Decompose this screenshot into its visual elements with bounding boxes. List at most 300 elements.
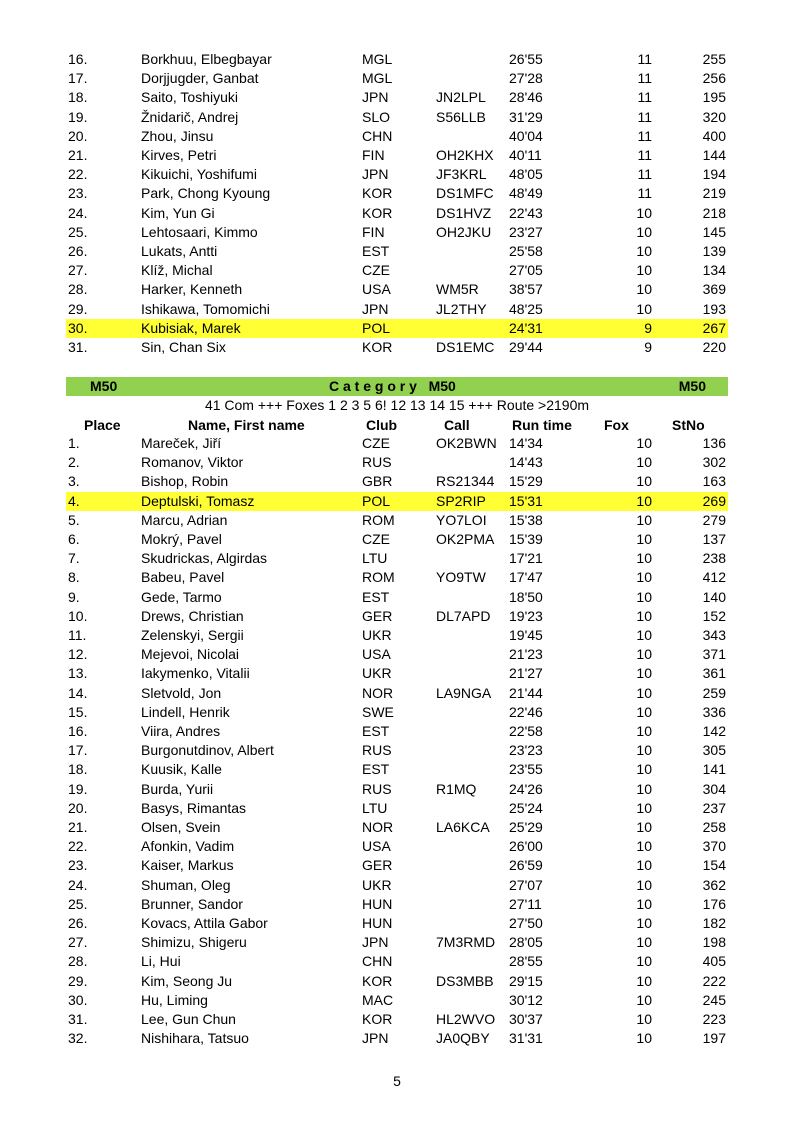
cell-run-time: 29'44 xyxy=(509,339,543,355)
cell-run-time: 48'49 xyxy=(509,185,543,202)
cell-call: OH2KHX xyxy=(436,147,494,163)
cell-run-time: 21'44 xyxy=(509,684,543,701)
cell-club: EST xyxy=(362,243,390,259)
course-info: 41 Com +++ Foxes 1 2 3 5 6! 12 13 14 15 +++ Route >2190m xyxy=(204,397,590,413)
category-left-label: M50 xyxy=(90,378,118,394)
cell-fox: 10 xyxy=(636,953,652,970)
cell-name: Borkhuu, Elbegbayar xyxy=(141,51,272,67)
table-row xyxy=(66,664,728,683)
cell-fox: 10 xyxy=(636,876,652,893)
cell-name: Burgonutdinov, Albert xyxy=(141,742,274,759)
cell-fox: 11 xyxy=(637,127,652,144)
table-row xyxy=(66,626,728,645)
cell-fox: 11 xyxy=(637,51,652,67)
cell-fox: 10 xyxy=(636,607,652,624)
cell-name: Hu, Liming xyxy=(141,991,208,1008)
cell-run-time: 29'15 xyxy=(509,972,543,989)
header-call: Call xyxy=(444,417,470,433)
cell-run-time: 18'50 xyxy=(509,588,543,605)
cell-call: OK2BWN xyxy=(436,435,497,451)
cell-stno: 320 xyxy=(702,108,726,125)
table-row xyxy=(66,760,728,779)
cell-fox: 10 xyxy=(636,1011,652,1027)
table-row xyxy=(66,933,728,952)
cell-run-time: 28'55 xyxy=(509,953,543,970)
cell-place: 18. xyxy=(68,89,88,106)
cell-name: Kikuichi, Yoshifumi xyxy=(141,166,257,183)
cell-place: 30. xyxy=(68,991,88,1008)
cell-fox: 10 xyxy=(636,569,652,586)
cell-run-time: 25'24 xyxy=(509,799,543,816)
cell-fox: 10 xyxy=(636,204,652,221)
cell-call: DS1HVZ xyxy=(436,204,492,221)
cell-fox: 10 xyxy=(636,627,652,643)
cell-stno: 163 xyxy=(702,473,726,490)
cell-name: Mareček, Jiří xyxy=(141,435,222,451)
cell-run-time: 23'23 xyxy=(509,742,543,759)
cell-name: Deptulski, Tomasz xyxy=(141,492,255,509)
cell-club: KOR xyxy=(362,204,393,221)
table-row xyxy=(66,434,728,453)
cell-club: JPN xyxy=(362,1030,389,1047)
cell-name: Drews, Christian xyxy=(141,607,244,624)
cell-stno: 238 xyxy=(702,550,726,567)
cell-stno: 362 xyxy=(702,876,726,893)
cell-stno: 256 xyxy=(702,70,726,87)
cell-club: EST xyxy=(362,723,390,739)
cell-call: JA0QBY xyxy=(436,1030,490,1047)
table-row xyxy=(66,453,728,472)
cell-name: Lindell, Henrik xyxy=(141,703,230,720)
cell-fox: 10 xyxy=(636,972,652,989)
cell-run-time: 22'43 xyxy=(509,204,543,221)
cell-club: FIN xyxy=(362,223,385,240)
cell-club: RUS xyxy=(362,454,392,471)
cell-run-time: 26'55 xyxy=(509,51,543,67)
cell-run-time: 28'05 xyxy=(509,934,543,951)
cell-place: 16. xyxy=(68,723,88,739)
cell-fox: 10 xyxy=(636,281,652,298)
cell-stno: 154 xyxy=(702,857,726,874)
cell-run-time: 40'04 xyxy=(509,127,543,144)
cell-run-time: 21'27 xyxy=(509,665,543,682)
table-row xyxy=(66,280,728,299)
cell-club: JPN xyxy=(362,300,389,317)
cell-place: 28. xyxy=(68,281,88,298)
cell-run-time: 25'29 xyxy=(509,819,543,835)
cell-name: Žnidarič, Andrej xyxy=(141,108,239,125)
cell-name: Dorjjugder, Ganbat xyxy=(141,70,259,87)
cell-club: RUS xyxy=(362,780,392,797)
cell-club: UKR xyxy=(362,627,392,643)
cell-place: 31. xyxy=(68,1011,88,1027)
cell-place: 13. xyxy=(68,665,88,682)
cell-call: DS1EMC xyxy=(436,339,495,355)
cell-stno: 218 xyxy=(702,204,726,221)
cell-name: Burda, Yurii xyxy=(141,780,214,797)
table-row xyxy=(66,991,728,1010)
table-row xyxy=(66,588,728,607)
cell-call: JN2LPL xyxy=(436,89,486,106)
table-row xyxy=(66,88,728,107)
cell-stno: 302 xyxy=(702,454,726,471)
cell-fox: 10 xyxy=(636,665,652,682)
cell-stno: 139 xyxy=(702,243,726,259)
cell-name: Mejevoi, Nicolai xyxy=(141,646,240,663)
cell-name: Kim, Seong Ju xyxy=(141,972,233,989)
table-row xyxy=(66,108,728,127)
cell-stno: 193 xyxy=(702,300,726,317)
cell-call: OH2JKU xyxy=(436,223,492,240)
cell-club: SWE xyxy=(362,703,394,720)
cell-name: Harker, Kenneth xyxy=(141,281,243,298)
cell-call: DL7APD xyxy=(436,607,491,624)
table-row xyxy=(66,204,728,223)
cell-run-time: 27'28 xyxy=(509,70,543,87)
cell-stno: 195 xyxy=(702,89,726,106)
cell-fox: 10 xyxy=(636,1030,652,1047)
table-row xyxy=(66,837,728,856)
cell-name: Gede, Tarmo xyxy=(141,588,222,605)
cell-place: 5. xyxy=(68,511,80,528)
cell-fox: 11 xyxy=(637,70,652,87)
cell-call: WM5R xyxy=(436,281,479,298)
cell-place: 27. xyxy=(68,262,88,279)
cell-fox: 9 xyxy=(644,319,652,336)
cell-stno: 198 xyxy=(702,934,726,951)
cell-place: 9. xyxy=(68,588,80,605)
cell-club: MGL xyxy=(362,51,393,67)
cell-place: 17. xyxy=(68,70,88,87)
cell-run-time: 27'50 xyxy=(509,915,543,931)
cell-call: YO7LOI xyxy=(436,511,487,528)
cell-run-time: 26'00 xyxy=(509,838,543,855)
cell-run-time: 22'58 xyxy=(509,723,543,739)
cell-place: 21. xyxy=(68,819,88,835)
cell-club: KOR xyxy=(362,185,393,202)
cell-run-time: 23'55 xyxy=(509,761,543,778)
cell-fox: 10 xyxy=(636,435,652,451)
cell-stno: 370 xyxy=(702,838,726,855)
cell-place: 32. xyxy=(68,1030,88,1047)
cell-club: CZE xyxy=(362,262,390,279)
cell-club: SLO xyxy=(362,108,391,125)
cell-fox: 10 xyxy=(636,915,652,931)
cell-name: Kirves, Petri xyxy=(141,147,217,163)
table-row xyxy=(66,722,728,741)
cell-fox: 11 xyxy=(637,185,652,202)
table-row xyxy=(66,972,728,991)
cell-club: JPN xyxy=(362,934,389,951)
cell-name: Shuman, Oleg xyxy=(141,876,231,893)
cell-place: 10. xyxy=(68,607,88,624)
cell-place: 7. xyxy=(68,550,80,567)
cell-call: DS3MBB xyxy=(436,972,494,989)
cell-name: Skudrickas, Algirdas xyxy=(141,550,268,567)
cell-stno: 223 xyxy=(702,1011,726,1027)
cell-club: USA xyxy=(362,838,391,855)
cell-place: 20. xyxy=(68,799,88,816)
cell-place: 17. xyxy=(68,742,88,759)
table-row xyxy=(66,223,728,242)
cell-name: Kubisiak, Marek xyxy=(141,319,241,336)
cell-fox: 10 xyxy=(636,742,652,759)
cell-club: HUN xyxy=(362,915,393,931)
cell-fox: 10 xyxy=(636,550,652,567)
cell-fox: 10 xyxy=(636,934,652,951)
cell-stno: 258 xyxy=(702,819,726,835)
cell-name: Kim, Yun Gi xyxy=(141,204,215,221)
cell-name: Zelenskyi, Sergii xyxy=(141,627,244,643)
cell-place: 20. xyxy=(68,127,88,144)
cell-place: 14. xyxy=(68,684,88,701)
cell-fox: 10 xyxy=(636,262,652,279)
cell-run-time: 48'25 xyxy=(509,300,543,317)
table-row-highlighted xyxy=(66,492,728,511)
cell-place: 25. xyxy=(68,895,88,912)
cell-stno: 255 xyxy=(702,51,726,67)
cell-stno: 134 xyxy=(702,262,726,279)
cell-stno: 279 xyxy=(702,511,726,528)
cell-name: Babeu, Pavel xyxy=(141,569,225,586)
cell-fox: 10 xyxy=(636,684,652,701)
table-row xyxy=(66,69,728,88)
table-row xyxy=(66,818,728,837)
table-row xyxy=(66,261,728,280)
table-row xyxy=(66,511,728,530)
cell-place: 21. xyxy=(68,147,88,163)
cell-name: Saito, Toshiyuki xyxy=(141,89,239,106)
cell-name: Park, Chong Kyoung xyxy=(141,185,271,202)
cell-fox: 10 xyxy=(636,243,652,259)
cell-club: EST xyxy=(362,761,390,778)
cell-name: Romanov, Viktor xyxy=(141,454,244,471)
cell-name: Mokrý, Pavel xyxy=(141,531,222,547)
cell-club: ROM xyxy=(362,511,395,528)
cell-stno: 245 xyxy=(702,991,726,1008)
cell-stno: 219 xyxy=(702,185,726,202)
cell-run-time: 15'29 xyxy=(509,473,543,490)
cell-fox: 10 xyxy=(636,761,652,778)
cell-stno: 141 xyxy=(702,761,726,778)
cell-place: 8. xyxy=(68,569,80,586)
cell-run-time: 14'43 xyxy=(509,454,543,471)
category-bar xyxy=(66,377,728,396)
table-row-highlighted xyxy=(66,319,728,338)
cell-club: RUS xyxy=(362,742,392,759)
cell-fox: 10 xyxy=(636,895,652,912)
cell-name: Sin, Chan Six xyxy=(141,339,226,355)
header-fox: Fox xyxy=(604,417,629,433)
table-row xyxy=(66,1029,728,1048)
cell-fox: 10 xyxy=(636,588,652,605)
cell-call: 7M3RMD xyxy=(436,934,496,951)
cell-stno: 176 xyxy=(702,895,726,912)
cell-call: LA9NGA xyxy=(436,684,492,701)
cell-run-time: 15'31 xyxy=(509,492,543,509)
cell-stno: 343 xyxy=(702,627,726,643)
cell-name: Klíž, Michal xyxy=(141,262,213,279)
cell-place: 11. xyxy=(68,627,87,643)
cell-name: Brunner, Sandor xyxy=(141,895,243,912)
cell-fox: 10 xyxy=(636,531,652,547)
cell-place: 28. xyxy=(68,953,88,970)
table-row xyxy=(66,549,728,568)
cell-place: 19. xyxy=(68,108,88,125)
cell-name: Nishihara, Tatsuo xyxy=(141,1030,249,1047)
cell-club: NOR xyxy=(362,684,394,701)
cell-name: Kuusik, Kalle xyxy=(141,761,222,778)
cell-stno: 137 xyxy=(702,531,726,547)
cell-fox: 10 xyxy=(636,819,652,835)
cell-run-time: 48'05 xyxy=(509,166,543,183)
cell-run-time: 23'27 xyxy=(509,223,543,240)
table-row xyxy=(66,876,728,895)
cell-fox: 10 xyxy=(636,991,652,1008)
cell-call: SP2RIP xyxy=(436,492,486,509)
cell-run-time: 17'47 xyxy=(509,569,543,586)
cell-club: GER xyxy=(362,857,393,874)
cell-run-time: 31'29 xyxy=(509,108,543,125)
cell-fox: 10 xyxy=(636,511,652,528)
cell-club: MGL xyxy=(362,70,393,87)
cell-place: 22. xyxy=(68,838,88,855)
table-row xyxy=(66,127,728,146)
cell-run-time: 17'21 xyxy=(509,550,543,567)
cell-run-time: 31'31 xyxy=(509,1030,543,1047)
cell-stno: 145 xyxy=(702,223,726,240)
cell-stno: 140 xyxy=(702,588,726,605)
cell-club: USA xyxy=(362,281,391,298)
table-row xyxy=(66,780,728,799)
cell-place: 26. xyxy=(68,243,88,259)
cell-stno: 405 xyxy=(702,953,726,970)
cell-club: CZE xyxy=(362,435,390,451)
table-header xyxy=(66,416,728,435)
table-row xyxy=(66,146,728,165)
cell-place: 6. xyxy=(68,531,80,547)
table-row xyxy=(66,703,728,722)
cell-name: Iakymenko, Vitalii xyxy=(141,665,250,682)
cell-name: Basys, Rimantas xyxy=(141,799,247,816)
cell-stno: 144 xyxy=(702,147,726,163)
cell-call: R1MQ xyxy=(436,780,477,797)
cell-place: 19. xyxy=(68,780,88,797)
cell-call: DS1MFC xyxy=(436,185,494,202)
cell-stno: 142 xyxy=(702,723,726,739)
cell-name: Kovacs, Attila Gabor xyxy=(141,915,268,931)
cell-run-time: 27'05 xyxy=(509,262,543,279)
cell-stno: 267 xyxy=(702,319,726,336)
cell-club: UKR xyxy=(362,876,392,893)
cell-run-time: 21'23 xyxy=(509,646,543,663)
cell-club: MAC xyxy=(362,991,394,1008)
cell-name: Lehtosaari, Kimmo xyxy=(141,223,258,240)
cell-stno: 194 xyxy=(702,166,726,183)
cell-name: Bishop, Robin xyxy=(141,473,229,490)
cell-run-time: 30'12 xyxy=(509,991,543,1008)
cell-fox: 11 xyxy=(637,147,652,163)
table-row xyxy=(66,568,728,587)
cell-run-time: 30'37 xyxy=(509,1011,543,1027)
cell-stno: 269 xyxy=(702,492,726,509)
cell-fox: 10 xyxy=(636,799,652,816)
cell-call: JF3KRL xyxy=(436,166,487,183)
cell-fox: 10 xyxy=(636,300,652,317)
cell-run-time: 19'45 xyxy=(509,627,543,643)
cell-fox: 10 xyxy=(636,492,652,509)
table-row xyxy=(66,856,728,875)
cell-call: OK2PMA xyxy=(436,531,495,547)
cell-place: 4. xyxy=(68,492,80,509)
table-row xyxy=(66,741,728,760)
table-row xyxy=(66,165,728,184)
cell-stno: 361 xyxy=(702,665,726,682)
cell-place: 12. xyxy=(68,646,88,663)
cell-club: USA xyxy=(362,646,391,663)
cell-run-time: 15'38 xyxy=(509,511,543,528)
cell-name: Afonkin, Vadim xyxy=(141,838,235,855)
cell-club: KOR xyxy=(362,972,393,989)
cell-fox: 10 xyxy=(636,223,652,240)
page-number: 5 xyxy=(393,1073,401,1089)
cell-stno: 220 xyxy=(702,339,726,355)
cell-club: HUN xyxy=(362,895,393,912)
cell-run-time: 27'11 xyxy=(509,895,542,912)
cell-stno: 259 xyxy=(702,684,726,701)
table-row xyxy=(66,684,728,703)
cell-place: 1. xyxy=(68,435,80,451)
cell-stno: 305 xyxy=(702,742,726,759)
cell-stno: 152 xyxy=(702,607,726,624)
cell-stno: 412 xyxy=(702,569,726,586)
cell-place: 26. xyxy=(68,915,88,931)
cell-run-time: 40'11 xyxy=(509,147,542,163)
cell-club: GBR xyxy=(362,473,393,490)
cell-club: GER xyxy=(362,607,393,624)
cell-stno: 182 xyxy=(702,915,726,931)
table-row xyxy=(66,1010,728,1029)
cell-club: NOR xyxy=(362,819,394,835)
cell-fox: 11 xyxy=(637,89,652,106)
cell-stno: 197 xyxy=(702,1030,726,1047)
cell-run-time: 28'46 xyxy=(509,89,543,106)
cell-club: FIN xyxy=(362,147,385,163)
cell-name: Lee, Gun Chun xyxy=(141,1011,236,1027)
cell-run-time: 38'57 xyxy=(509,281,543,298)
cell-call: S56LLB xyxy=(436,108,486,125)
table-row xyxy=(66,242,728,261)
cell-run-time: 27'07 xyxy=(509,876,543,893)
cell-call: LA6KCA xyxy=(436,819,490,835)
cell-stno: 336 xyxy=(702,703,726,720)
cell-name: Sletvold, Jon xyxy=(141,684,222,701)
cell-place: 18. xyxy=(68,761,88,778)
cell-place: 31. xyxy=(68,339,88,355)
cell-name: Li, Hui xyxy=(141,953,181,970)
cell-club: KOR xyxy=(362,1011,393,1027)
cell-fox: 10 xyxy=(636,723,652,739)
cell-club: LTU xyxy=(362,550,388,567)
cell-stno: 369 xyxy=(702,281,726,298)
cell-place: 27. xyxy=(68,934,88,951)
cell-stno: 136 xyxy=(702,435,726,451)
cell-run-time: 24'31 xyxy=(509,319,543,336)
cell-fox: 10 xyxy=(636,780,652,797)
cell-run-time: 26'59 xyxy=(509,857,543,874)
cell-place: 29. xyxy=(68,972,88,989)
cell-fox: 9 xyxy=(644,339,652,355)
